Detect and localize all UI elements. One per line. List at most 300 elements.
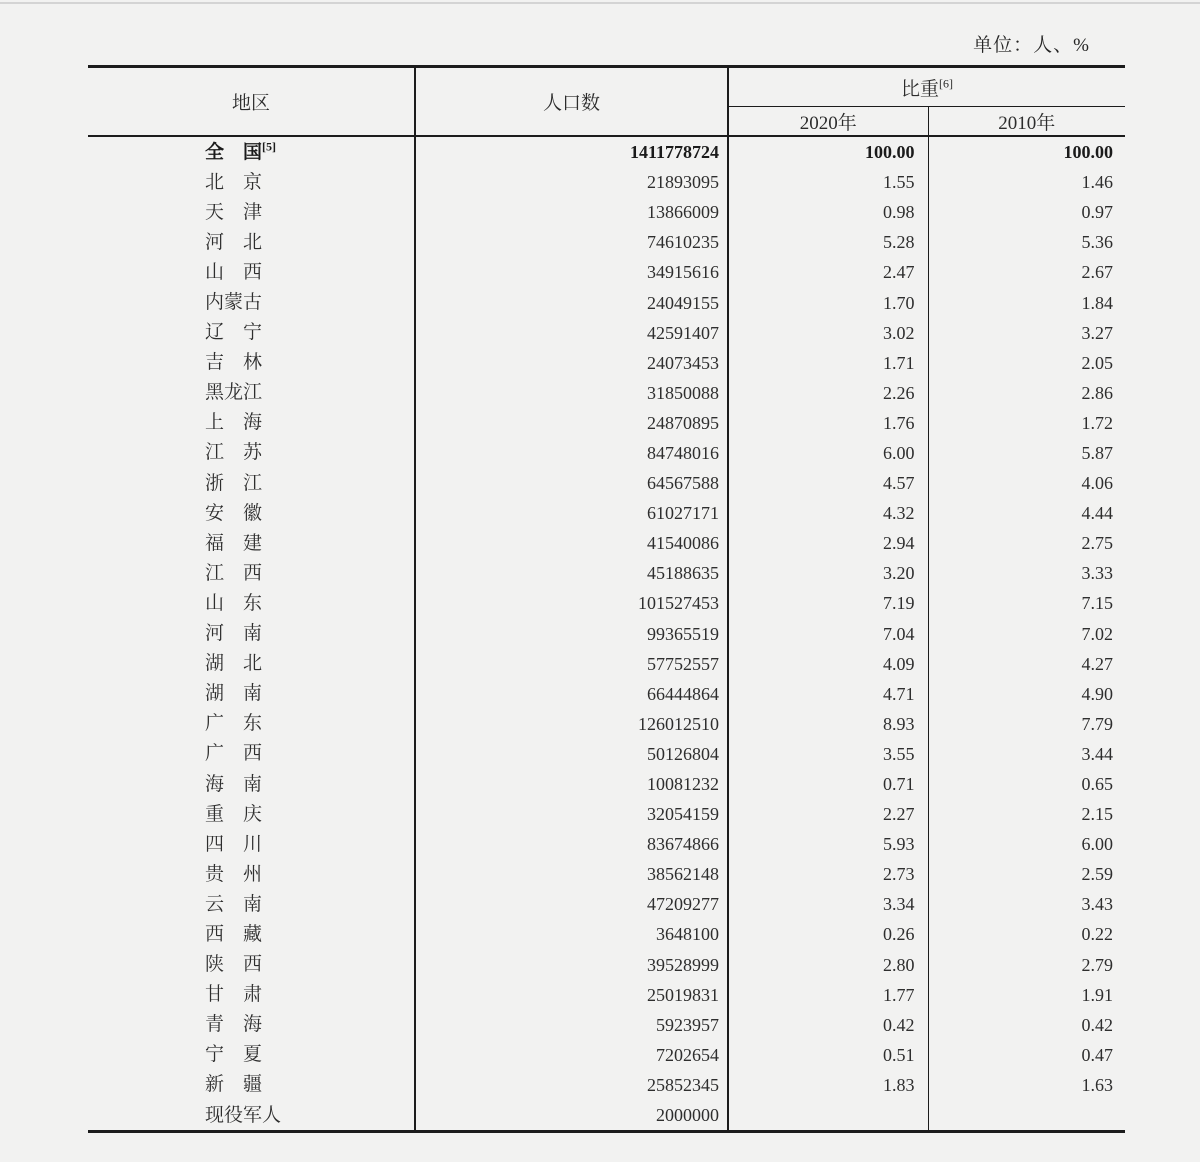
population-cell-text: 24073453 (647, 352, 719, 373)
share-2020-cell-text: 2.73 (883, 864, 915, 885)
share-2010-cell (928, 649, 1125, 679)
region-cell (88, 739, 415, 769)
share-footnote-ref: [6] (939, 76, 954, 91)
share-2020-cell (728, 950, 928, 980)
share-2010-cell-text: 100.00 (1063, 142, 1114, 163)
share-2010-cell-text: 1.72 (1081, 412, 1114, 433)
region-cell-text: 辽 宁 (205, 322, 263, 344)
share-2020-cell (728, 257, 928, 287)
header-row-top (88, 67, 1125, 107)
share-2010-cell-text: 3.44 (1081, 743, 1114, 764)
share-2010-cell-text: 1.91 (1081, 984, 1114, 1005)
share-2010-cell (928, 619, 1125, 649)
share-2010-cell-text: 0.22 (1081, 924, 1114, 945)
share-2020-cell-text: 0.26 (883, 924, 915, 945)
population-cell (415, 739, 728, 769)
region-cell-text: 现役军人 (205, 1104, 282, 1126)
region-cell-text: 安 徽 (205, 502, 263, 524)
region-cell-text: 贵 州 (205, 863, 263, 885)
population-cell (415, 588, 728, 618)
share-2010-cell (928, 1010, 1125, 1040)
region-cell (88, 378, 415, 408)
share-2020-cell-text: 100.00 (865, 142, 915, 163)
share-2010-cell-text: 3.27 (1081, 322, 1114, 343)
region-cell-text: 江 西 (205, 562, 263, 584)
region-cell-text: 江 苏 (205, 442, 263, 464)
region-cell-text: 广 东 (205, 713, 263, 735)
region-cell (88, 167, 415, 197)
share-2020-cell (728, 227, 928, 257)
population-cell (415, 257, 728, 287)
share-2020-cell-text: 6.00 (883, 442, 915, 463)
share-2010-cell (928, 889, 1125, 919)
table-row (88, 919, 1125, 949)
share-2010-cell (928, 980, 1125, 1010)
share-2020-cell-text: 2.27 (883, 804, 915, 825)
table-row (88, 227, 1125, 257)
share-2010-cell-text: 6.00 (1081, 834, 1114, 855)
share-2010-cell-text: 5.87 (1081, 442, 1114, 463)
column-header-2020: 2020年 (728, 107, 928, 137)
share-2010-cell (928, 709, 1125, 739)
population-cell (415, 619, 728, 649)
share-2010-cell-text: 7.02 (1081, 623, 1114, 644)
population-cell-text: 64567588 (647, 473, 719, 494)
region-cell-text: 河 北 (205, 231, 263, 253)
region-cell (88, 136, 415, 167)
population-cell-text: 21893095 (647, 172, 719, 193)
population-cell-text: 42591407 (647, 322, 719, 343)
table-row (88, 348, 1125, 378)
region-cell (88, 528, 415, 558)
region-cell (88, 619, 415, 649)
region-cell-text: 黑龙江 (205, 382, 263, 404)
table-row (88, 889, 1125, 919)
population-cell (415, 859, 728, 889)
population-cell-text: 45188635 (647, 563, 719, 584)
share-2020-cell (728, 1040, 928, 1070)
share-2020-cell (728, 348, 928, 378)
share-2020-cell (728, 619, 928, 649)
share-2010-cell (928, 227, 1125, 257)
share-2020-cell-text: 3.34 (883, 894, 915, 915)
population-cell (415, 1070, 728, 1100)
share-2020-cell (728, 889, 928, 919)
share-2020-cell-text: 7.04 (883, 623, 915, 644)
share-2020-cell-text: 2.94 (883, 533, 915, 554)
share-2020-cell (728, 859, 928, 889)
population-cell-text: 99365519 (647, 623, 719, 644)
share-2010-cell-text: 2.79 (1081, 954, 1114, 975)
region-cell-text: 上 海 (205, 412, 263, 434)
table-row (88, 619, 1125, 649)
population-cell (415, 919, 728, 949)
share-2010-cell (928, 588, 1125, 618)
population-cell (415, 829, 728, 859)
region-cell (88, 287, 415, 317)
share-2020-cell-text: 4.71 (883, 683, 915, 704)
share-2020-cell (728, 136, 928, 167)
region-cell-text: 青 海 (205, 1014, 263, 1036)
share-2020-cell (728, 980, 928, 1010)
share-2020-cell (728, 1010, 928, 1040)
share-2020-cell-text: 1.70 (883, 292, 915, 313)
share-2020-cell (728, 438, 928, 468)
population-cell-text: 31850088 (647, 382, 719, 403)
share-2020-cell-text: 3.20 (883, 563, 915, 584)
population-cell (415, 468, 728, 498)
table-row (88, 438, 1125, 468)
share-2020-cell (728, 769, 928, 799)
share-2020-cell-text: 1.77 (883, 984, 915, 1005)
share-2020-cell (728, 468, 928, 498)
region-cell (88, 588, 415, 618)
population-cell-text: 126012510 (638, 713, 719, 734)
share-2010-cell-text: 5.36 (1081, 232, 1114, 253)
population-cell (415, 709, 728, 739)
population-cell (415, 498, 728, 528)
share-2010-cell-text: 2.67 (1081, 262, 1114, 283)
share-2010-cell (928, 438, 1125, 468)
population-cell-text: 50126804 (647, 743, 719, 764)
share-2020-cell-text: 5.28 (883, 232, 915, 253)
population-cell (415, 287, 728, 317)
share-2010-cell (928, 468, 1125, 498)
population-cell (415, 167, 728, 197)
region-cell (88, 318, 415, 348)
region-cell-text: 西 藏 (205, 923, 263, 945)
share-2010-cell-text: 1.46 (1081, 172, 1114, 193)
table-row (88, 408, 1125, 438)
region-cell-text: 山 东 (205, 592, 263, 614)
share-2010-cell (928, 859, 1125, 889)
share-2010-cell (928, 679, 1125, 709)
share-2010-cell (928, 167, 1125, 197)
region-cell-text: 河 南 (205, 623, 263, 645)
region-cell-text: 新 疆 (205, 1074, 263, 1096)
region-cell-text: 四 川 (205, 833, 263, 855)
table-row (88, 980, 1125, 1010)
region-cell (88, 257, 415, 287)
population-cell (415, 528, 728, 558)
table-row (88, 558, 1125, 588)
table-row (88, 859, 1125, 889)
table-row (88, 1100, 1125, 1132)
table-row (88, 829, 1125, 859)
share-2020-cell-text: 4.32 (883, 503, 915, 524)
population-cell-text: 41540086 (647, 533, 719, 554)
share-2020-cell-text: 0.71 (883, 774, 915, 795)
region-cell (88, 197, 415, 227)
table-row (88, 318, 1125, 348)
population-cell-text: 13866009 (647, 202, 719, 223)
share-2020-cell (728, 709, 928, 739)
region-cell-text: 北 京 (205, 171, 263, 193)
share-2010-cell-text: 3.33 (1081, 563, 1114, 584)
population-cell (415, 1100, 728, 1132)
share-2010-cell (928, 136, 1125, 167)
region-cell (88, 498, 415, 528)
region-cell (88, 227, 415, 257)
share-2020-cell-text: 8.93 (883, 713, 915, 734)
share-2010-cell-text: 0.97 (1081, 202, 1114, 223)
region-cell-text: 甘 肃 (205, 984, 263, 1006)
population-cell (415, 408, 728, 438)
region-cell-text: 广 西 (205, 743, 263, 765)
population-cell (415, 1040, 728, 1070)
share-2010-cell-text: 1.63 (1081, 1074, 1114, 1095)
table-row (88, 136, 1125, 167)
share-2020-cell-text: 3.02 (883, 322, 915, 343)
page-top-divider (0, 2, 1200, 4)
table-row (88, 197, 1125, 227)
population-cell-text: 74610235 (647, 232, 719, 253)
share-2020-cell (728, 919, 928, 949)
table-row (88, 257, 1125, 287)
region-cell (88, 1040, 415, 1070)
population-cell-text: 47209277 (647, 894, 719, 915)
share-2010-cell-text: 7.79 (1081, 713, 1114, 734)
share-2010-cell (928, 498, 1125, 528)
share-2010-cell (928, 739, 1125, 769)
share-2010-cell (928, 197, 1125, 227)
table-row (88, 679, 1125, 709)
share-2020-cell (728, 588, 928, 618)
share-2020-cell (728, 649, 928, 679)
share-label: 比重 (901, 78, 940, 100)
share-2020-cell-text: 0.42 (883, 1014, 915, 1035)
region-cell (88, 859, 415, 889)
share-2010-cell-text: 2.75 (1081, 533, 1114, 554)
population-cell-text: 3648100 (656, 924, 719, 945)
share-2020-cell (728, 829, 928, 859)
region-cell (88, 558, 415, 588)
region-cell-text: 海 南 (205, 773, 263, 795)
share-2010-cell-text: 1.84 (1081, 292, 1114, 313)
share-2020-cell-text: 4.09 (883, 653, 915, 674)
share-2020-cell (728, 739, 928, 769)
population-cell (415, 980, 728, 1010)
share-2020-cell (728, 799, 928, 829)
region-cell-text: 吉 林 (205, 352, 263, 374)
population-cell (415, 558, 728, 588)
share-2020-cell (728, 378, 928, 408)
share-2020-cell (728, 679, 928, 709)
population-cell-text: 84748016 (647, 442, 719, 463)
share-2010-cell-text: 7.15 (1081, 593, 1114, 614)
table-row (88, 588, 1125, 618)
table-row (88, 528, 1125, 558)
column-header-region: 地区 (88, 67, 415, 137)
share-2020-cell-text: 0.98 (883, 202, 915, 223)
population-cell (415, 769, 728, 799)
region-cell-text: 湖 北 (205, 653, 263, 675)
share-2010-cell-text: 2.86 (1081, 382, 1114, 403)
population-cell (415, 679, 728, 709)
population-cell (415, 227, 728, 257)
table-row (88, 498, 1125, 528)
share-2020-cell-text: 1.83 (883, 1074, 915, 1095)
region-cell (88, 950, 415, 980)
region-cell (88, 1070, 415, 1100)
share-2020-cell-text: 4.57 (883, 473, 915, 494)
column-header-share (728, 67, 1125, 107)
table-row (88, 950, 1125, 980)
population-cell-text: 66444864 (647, 683, 719, 704)
share-2020-cell-text: 1.76 (883, 412, 915, 433)
region-cell-text: 全 国 (205, 141, 263, 163)
population-table (88, 65, 1125, 1133)
share-2010-cell (928, 1100, 1125, 1132)
region-cell-text: 浙 江 (205, 472, 263, 494)
share-2020-cell (728, 318, 928, 348)
population-cell-text: 25019831 (647, 984, 719, 1005)
column-header-population: 人口数 (415, 67, 728, 137)
region-cell-text: 内蒙古 (205, 292, 263, 314)
table-row (88, 287, 1125, 317)
table-row (88, 167, 1125, 197)
share-2020-cell (728, 167, 928, 197)
share-2020-cell-text: 2.80 (883, 954, 915, 975)
share-2020-cell-text: 0.51 (883, 1044, 915, 1065)
table-row (88, 739, 1125, 769)
share-2010-cell-text: 4.44 (1081, 503, 1114, 524)
population-cell (415, 649, 728, 679)
share-2010-cell-text: 0.65 (1081, 774, 1114, 795)
population-cell-text: 34915616 (647, 262, 719, 283)
population-cell (415, 1010, 728, 1040)
region-cell (88, 829, 415, 859)
table-row (88, 378, 1125, 408)
share-2010-cell (928, 348, 1125, 378)
region-cell-text: 宁 夏 (205, 1044, 263, 1066)
table-row (88, 709, 1125, 739)
population-cell-text: 24049155 (647, 292, 719, 313)
population-cell (415, 197, 728, 227)
region-cell-text: 陕 西 (205, 954, 263, 976)
region-cell (88, 649, 415, 679)
share-2010-cell (928, 1040, 1125, 1070)
table-row (88, 1010, 1125, 1040)
region-cell (88, 980, 415, 1010)
share-2020-cell-text: 1.71 (883, 352, 915, 373)
share-2010-cell (928, 829, 1125, 859)
population-cell-text: 101527453 (638, 593, 719, 614)
share-2010-cell-text: 4.27 (1081, 653, 1114, 674)
population-cell (415, 136, 728, 167)
table-row (88, 1040, 1125, 1070)
table-row (88, 468, 1125, 498)
region-cell (88, 679, 415, 709)
share-2010-cell (928, 378, 1125, 408)
table-row (88, 769, 1125, 799)
share-2010-cell (928, 950, 1125, 980)
region-cell-text: 福 建 (205, 532, 263, 554)
share-2020-cell (728, 528, 928, 558)
share-2010-cell-text: 3.43 (1081, 894, 1114, 915)
population-cell-text: 39528999 (647, 954, 719, 975)
population-cell-text: 57752557 (647, 653, 719, 674)
share-2010-cell-text: 0.47 (1081, 1044, 1114, 1065)
region-cell-text: 天 津 (205, 201, 263, 223)
population-cell (415, 348, 728, 378)
share-2020-cell (728, 1100, 928, 1132)
region-cell-text: 云 南 (205, 893, 263, 915)
population-cell-text: 10081232 (647, 774, 719, 795)
share-2010-cell-text: 2.59 (1081, 864, 1114, 885)
share-2020-cell (728, 197, 928, 227)
share-2010-cell (928, 528, 1125, 558)
region-cell-text: 湖 南 (205, 683, 263, 705)
region-cell (88, 408, 415, 438)
population-cell (415, 799, 728, 829)
share-2010-cell (928, 769, 1125, 799)
population-cell (415, 378, 728, 408)
table-row (88, 799, 1125, 829)
share-2010-cell (928, 919, 1125, 949)
share-2020-cell (728, 558, 928, 588)
share-2010-cell-text: 0.42 (1081, 1014, 1114, 1035)
region-cell-text: 山 西 (205, 261, 263, 283)
share-2010-cell (928, 558, 1125, 588)
share-2020-cell-text: 3.55 (883, 743, 915, 764)
population-cell-text: 83674866 (647, 834, 719, 855)
population-cell-text: 38562148 (647, 864, 719, 885)
region-cell (88, 919, 415, 949)
unit-label: 单位：人、% (973, 35, 1090, 56)
share-2010-cell (928, 257, 1125, 287)
share-2020-cell (728, 498, 928, 528)
population-cell-text: 32054159 (647, 804, 719, 825)
share-2010-cell (928, 799, 1125, 829)
population-cell (415, 318, 728, 348)
share-2020-cell (728, 1070, 928, 1100)
share-2010-cell-text: 4.90 (1081, 683, 1114, 704)
table-header (88, 67, 1125, 137)
region-cell (88, 1010, 415, 1040)
population-cell (415, 438, 728, 468)
population-cell (415, 889, 728, 919)
share-2010-cell-text: 2.15 (1081, 804, 1114, 825)
population-cell-text: 5923957 (656, 1014, 719, 1035)
table-row (88, 649, 1125, 679)
share-2010-cell (928, 408, 1125, 438)
share-2010-cell (928, 287, 1125, 317)
region-cell (88, 1100, 415, 1132)
population-cell-text: 2000000 (656, 1105, 719, 1126)
region-cell (88, 769, 415, 799)
region-cell-text: 重 庆 (205, 803, 263, 825)
population-cell-text: 24870895 (647, 412, 719, 433)
region-cell (88, 348, 415, 378)
share-2020-cell (728, 287, 928, 317)
share-2010-cell (928, 318, 1125, 348)
population-cell-text: 1411778724 (629, 142, 719, 163)
share-2020-cell-text: 2.47 (883, 262, 915, 283)
population-cell (415, 950, 728, 980)
share-2020-cell-text: 1.55 (883, 172, 915, 193)
table-body (88, 136, 1125, 1132)
share-2020-cell (728, 408, 928, 438)
share-2020-cell-text: 5.93 (883, 834, 915, 855)
share-2020-cell-text: 2.26 (883, 382, 915, 403)
population-cell-text: 25852345 (647, 1074, 719, 1095)
region-footnote-ref: [5] (262, 139, 277, 154)
share-2010-cell-text: 4.06 (1081, 473, 1114, 494)
population-cell-text: 61027171 (647, 503, 719, 524)
region-cell (88, 438, 415, 468)
region-cell (88, 889, 415, 919)
